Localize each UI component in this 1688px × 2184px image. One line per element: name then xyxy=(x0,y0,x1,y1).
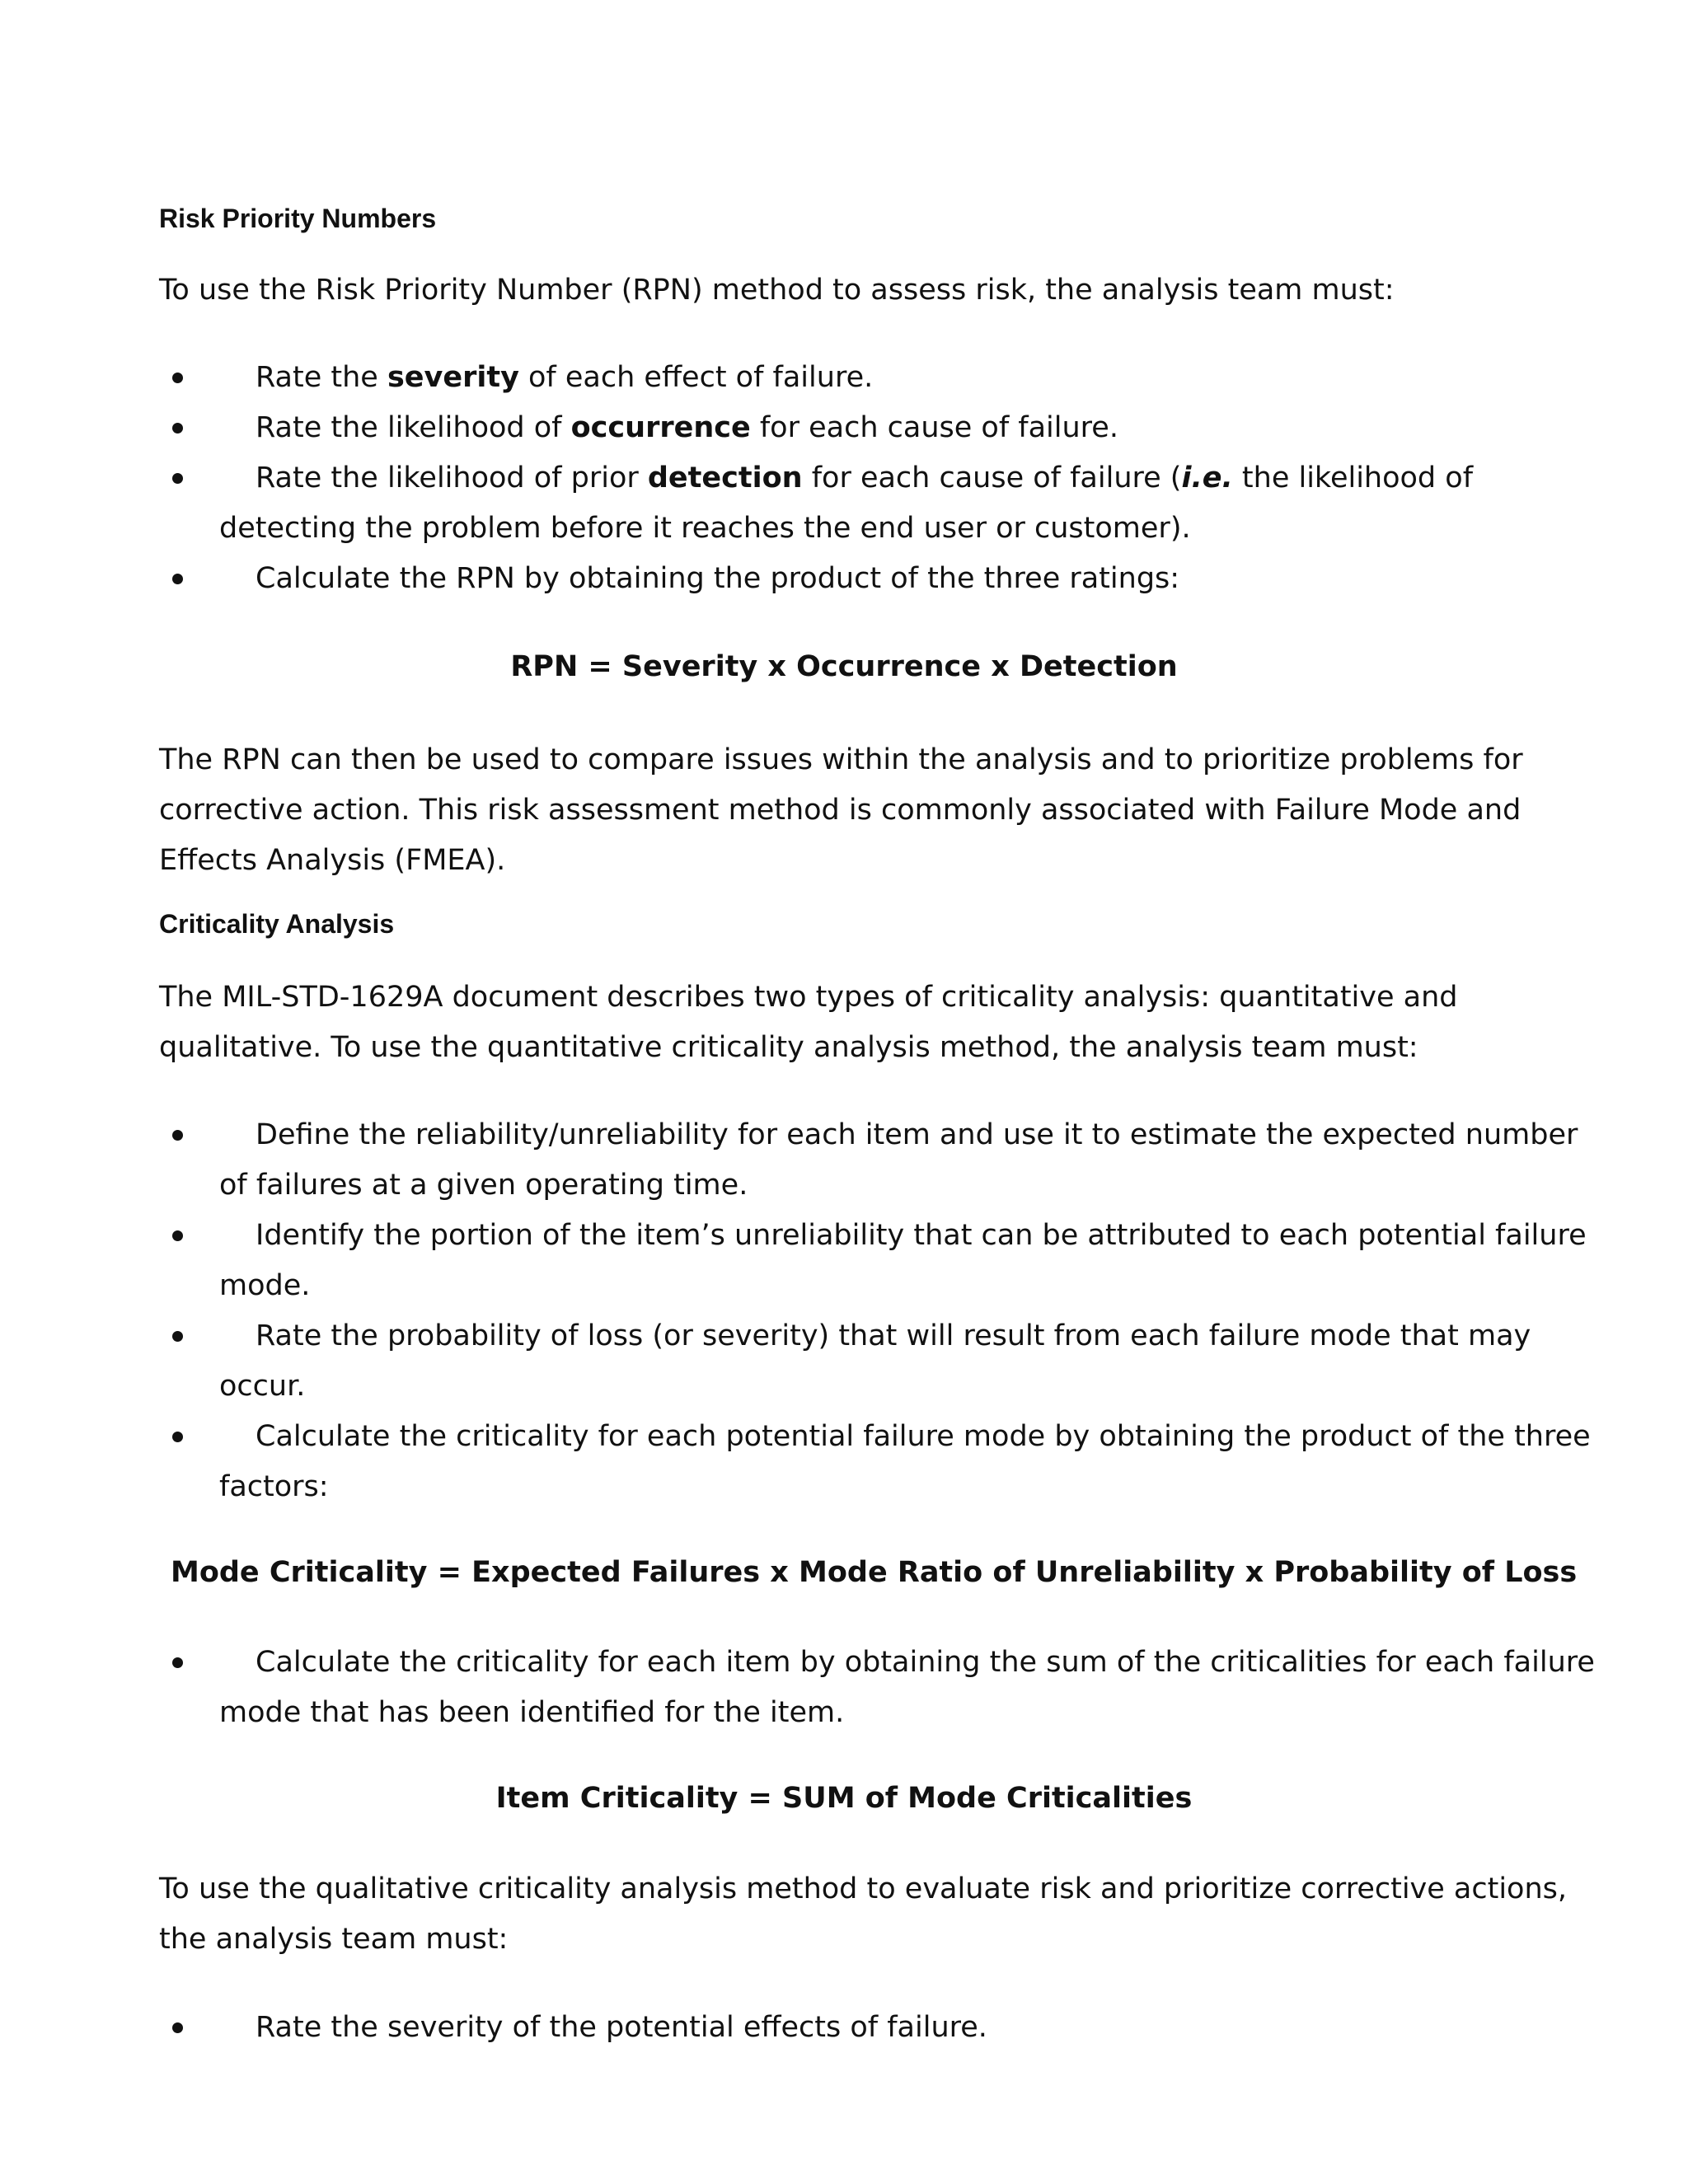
bullet-icon xyxy=(172,1657,183,1668)
bullet-icon xyxy=(172,1230,183,1241)
bullet-icon xyxy=(172,574,183,584)
bullet-icon xyxy=(172,1432,183,1442)
bullet-icon xyxy=(172,2022,183,2033)
rpn-formula: RPN = Severity x Occurrence x Detection xyxy=(510,650,1178,683)
bullet-text: Rate the severity of the potential effects of failure. xyxy=(256,2011,987,2044)
bullet-icon xyxy=(172,1331,183,1342)
bullet-icon xyxy=(172,423,183,434)
bullet-continuation: mode. xyxy=(219,1269,311,1302)
bullet-continuation: factors: xyxy=(219,1470,329,1503)
bullet-text: Rate the likelihood of occurrence for each cause of failure. xyxy=(256,411,1118,444)
criticality-intro: The MIL-STD-1629A document describes two types of criticality analysis: quantitative and qualitative. To use the quantitative criticality analysis method, the analysis team must: xyxy=(159,981,1458,1064)
bullet-text: Rate the likelihood of prior detection for each cause of failure (i.e. the likelihood of xyxy=(256,462,1474,494)
bullet-text: Identify the portion of the item’s unreliability that can be attributed to each potential failure xyxy=(256,1219,1587,1252)
bullet-text: Calculate the criticality for each potential failure mode by obtaining the product of the three xyxy=(256,1420,1591,1453)
bullet-icon xyxy=(172,373,183,383)
bullet-text: Calculate the RPN by obtaining the product of the three ratings: xyxy=(256,562,1180,595)
bullet-text: Rate the probability of loss (or severity) that will result from each failure mode that may xyxy=(256,1319,1531,1352)
bullet-icon xyxy=(172,473,183,484)
bullet-icon xyxy=(172,1130,183,1141)
bullet-continuation: detecting the problem before it reaches the end user or customer). xyxy=(219,512,1191,545)
rpn-heading: Risk Priority Numbers xyxy=(159,204,437,233)
bullet-continuation: occur. xyxy=(219,1370,306,1403)
mode-criticality-formula: Mode Criticality = Expected Failures x Mode Ratio of Unreliability x Probability of Loss xyxy=(171,1556,1578,1589)
bullet-continuation: of failures at a given operating time. xyxy=(219,1169,748,1202)
bullet-text: Define the reliability/unreliability for each item and use it to estimate the expected number xyxy=(256,1118,1578,1151)
bullet-text: Rate the severity of each effect of failure. xyxy=(256,361,874,394)
rpn-closing: The RPN can then be used to compare issues within the analysis and to prioritize problems for corrective action. This risk assessment method is commonly associated with Failure Mode and Effects Analysis (FMEA). xyxy=(159,743,1523,877)
bullet-continuation: mode that has been identified for the item. xyxy=(219,1696,845,1729)
qualitative-intro: To use the qualitative criticality analysis method to evaluate risk and prioritize corrective actions, the analysis team must: xyxy=(159,1872,1568,1956)
bullet-text: Calculate the criticality for each item by obtaining the sum of the criticalities for each failure xyxy=(256,1646,1595,1679)
rpn-intro: To use the Risk Priority Number (RPN) method to assess risk, the analysis team must: xyxy=(159,274,1395,307)
item-criticality-formula: Item Criticality = SUM of Mode Criticalities xyxy=(495,1782,1193,1815)
criticality-heading: Criticality Analysis xyxy=(159,909,395,939)
